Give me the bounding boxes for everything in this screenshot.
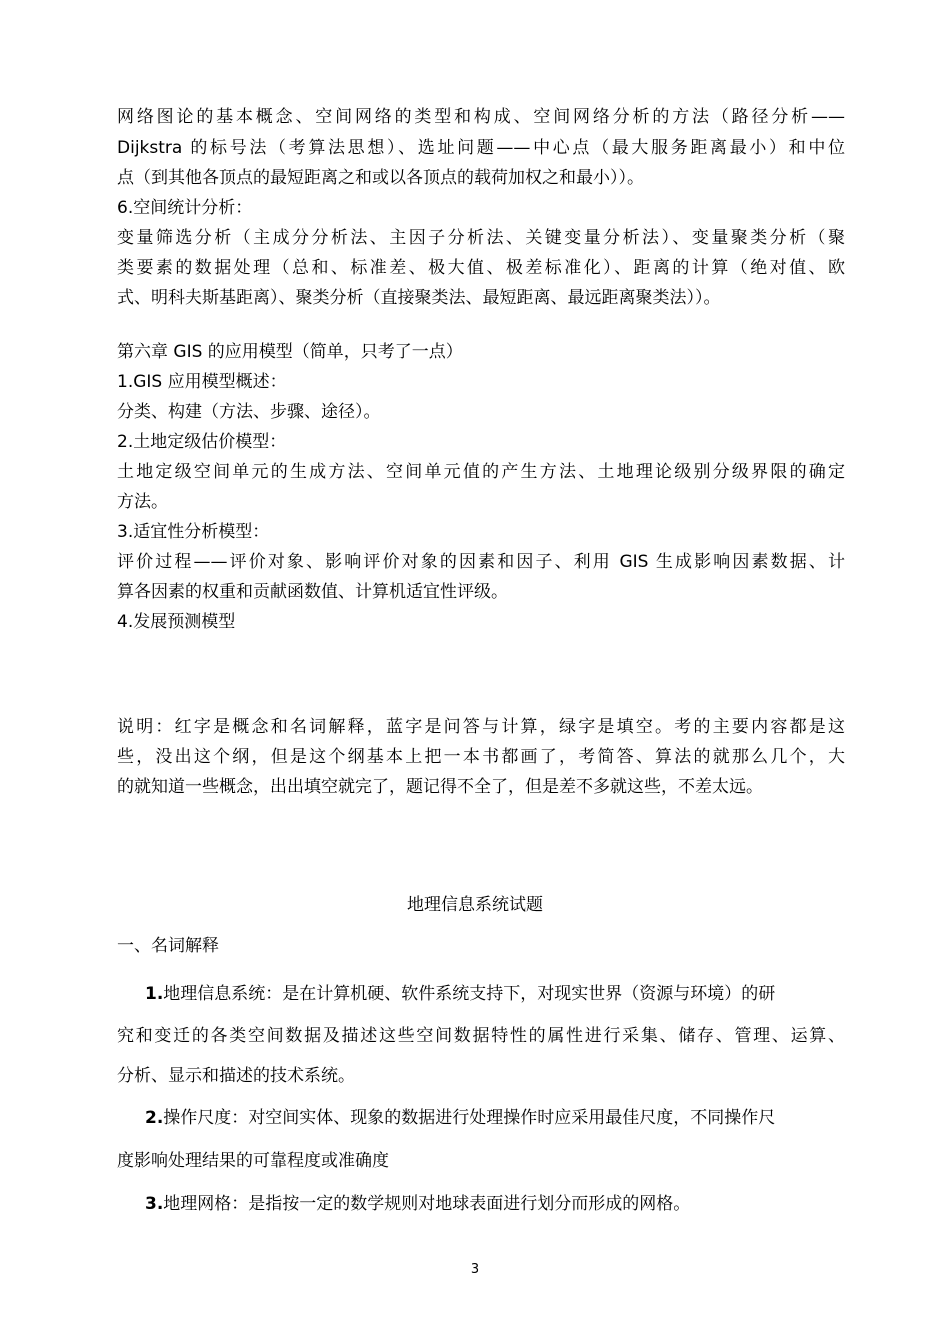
chapter-heading: 第六章 GIS 的应用模型（简单，只考了一点） <box>117 342 463 362</box>
question-1 <box>145 982 845 1006</box>
outline-line: 分类、构建（方法、步骤、途径）。 <box>117 402 381 422</box>
outline-line: Dijkstra 的标号法（考算法思想）、选址问题——中心点（最大服务距离最小）和中位 <box>117 138 845 158</box>
outline-line: 类要素的数据处理（总和、标准差、极大值、极差标准化）、距离的计算（绝对值、欧 <box>117 258 845 278</box>
exam-title: 地理信息系统试题 <box>407 895 543 915</box>
outline-heading: 1.GIS 应用模型概述： <box>117 372 287 392</box>
question-text: 地理网格：是指按一定的数学规则对地球表面进行划分而形成的网格。 <box>163 1194 691 1214</box>
question-text: 操作尺度：对空间实体、现象的数据进行处理操作时应采用最佳尺度，不同操作尺 <box>163 1108 776 1128</box>
page-number: 3 <box>470 1262 480 1277</box>
question-number: 1. <box>145 984 164 1004</box>
outline-heading: 4.发展预测模型 <box>117 612 236 632</box>
question-number: 3. <box>145 1194 164 1214</box>
outline-line: 变量筛选分析（主成分分析法、主因子分析法、关键变量分析法）、变量聚类分析（聚 <box>117 228 845 248</box>
question-3 <box>145 1192 845 1216</box>
section-heading: 一、名词解释 <box>117 936 219 956</box>
outline-line: 点（到其他各顶点的最短距离之和或以各顶点的载荷加权之和最小））。 <box>117 168 644 188</box>
note-line: 说明：红字是概念和名词解释，蓝字是问答与计算，绿字是填空。考的主要内容都是这 <box>117 717 845 737</box>
outline-heading: 3.适宜性分析模型： <box>117 522 270 542</box>
outline-heading: 6.空间统计分析： <box>117 198 253 218</box>
outline-line: 方法。 <box>117 492 168 512</box>
question-2 <box>145 1106 845 1130</box>
note-line: 些，没出这个纲，但是这个纲基本上把一本书都画了，考简答、算法的就那么几个，大 <box>117 747 845 767</box>
question-number: 2. <box>145 1108 164 1128</box>
note-line: 的就知道一些概念，出出填空就完了，题记得不全了，但是差不多就这些，不差太远。 <box>117 777 763 797</box>
outline-line: 土地定级空间单元的生成方法、空间单元值的产生方法、土地理论级别分级界限的确定 <box>117 462 845 482</box>
outline-line: 网络图论的基本概念、空间网络的类型和构成、空间网络分析的方法（路径分析—— <box>117 107 845 127</box>
question-text: 分析、显示和描述的技术系统。 <box>117 1066 355 1086</box>
outline-line: 评价过程——评价对象、影响评价对象的因素和因子、利用 GIS 生成影响因素数据、计 <box>117 552 845 572</box>
question-text: 究和变迁的各类空间数据及描述这些空间数据特性的属性进行采集、储存、管理、运算、 <box>117 1026 845 1046</box>
question-text: 地理信息系统：是在计算机硬、软件系统支持下，对现实世界（资源与环境）的研 <box>163 984 776 1004</box>
question-text: 度影响处理结果的可靠程度或准确度 <box>117 1151 389 1171</box>
outline-line: 算各因素的权重和贡献函数值、计算机适宜性评级。 <box>117 582 508 602</box>
outline-line: 式、明科夫斯基距离）、聚类分析（直接聚类法、最短距离、最远距离聚类法））。 <box>117 288 721 308</box>
outline-heading: 2.土地定级估价模型： <box>117 432 287 452</box>
